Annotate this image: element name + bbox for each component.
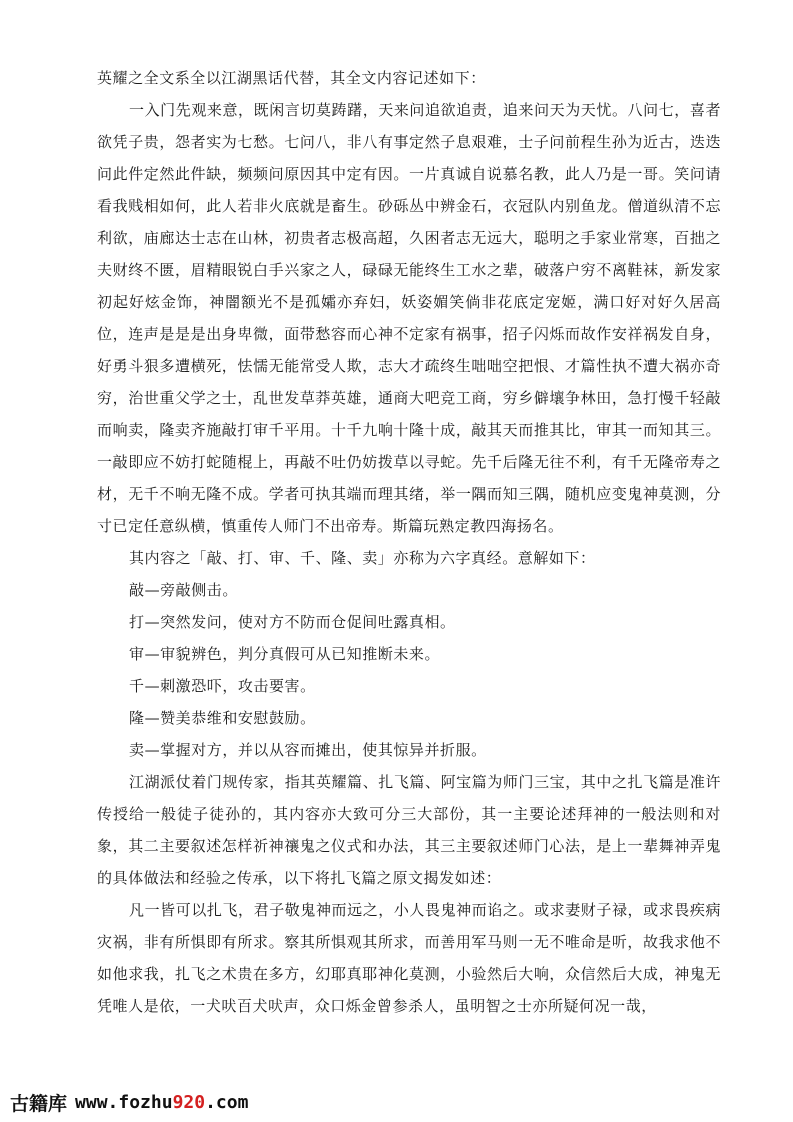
definition-dash: —: [144, 645, 161, 663]
definition-term: 打: [129, 613, 145, 631]
definition-item: [97, 574, 721, 606]
definition-dash: —: [144, 709, 161, 727]
definition-item: [97, 606, 721, 638]
watermark-url: [75, 1092, 248, 1113]
site-watermark: [10, 1086, 248, 1118]
definition-dash: —: [144, 581, 161, 599]
definition-item: [97, 702, 721, 734]
definition-dash: —: [144, 741, 161, 759]
definition-meaning: 刺激恐吓，攻击要害。: [160, 677, 316, 695]
six-words-intro-paragraph: 其内容之「敲、打、审、千、隆、卖」亦称为六字真经。意解如下：: [129, 549, 596, 567]
definition-meaning: 赞美恭维和安慰鼓励。: [160, 709, 316, 727]
watermark-url-www: www.: [75, 1091, 119, 1113]
zhafei-text-paragraph: 凡一皆可以扎飞，君子敬鬼神而远之，小人畏鬼神而谄之。或求妻财子禄，或求畏疾病灾祸，非有所惧即有所求。察其所惧观其所求，而善用军马则一无不唯命是听，故我求他不如他求我，扎飞之术贵在多方，幻耶真耶神化莫测，小验然后大响，众信然后大成，神鬼无凭唯人是依，一犬吠百犬吠声，众口烁金曾参杀人，虽明智之士亦所疑何况一哉，: [97, 901, 721, 1015]
definition-meaning: 突然发问，使对方不防而仓促间吐露真相。: [160, 613, 456, 631]
definition-dash: —: [144, 677, 161, 695]
definition-list: [97, 574, 721, 766]
document-body: [97, 62, 721, 1022]
definition-term: 敲: [129, 581, 145, 599]
definition-term: 审: [129, 645, 145, 663]
watermark-url-tld: .com: [205, 1091, 249, 1113]
definition-dash: —: [144, 613, 161, 631]
definition-meaning: 掌握对方，并以从容而摊出，使其惊异并折服。: [160, 741, 487, 759]
definition-term: 千: [129, 677, 145, 695]
definition-item: [97, 734, 721, 766]
intro-paragraph: 英耀之全文系全以江湖黑话代替，其全文内容记述如下：: [97, 69, 486, 87]
definition-term: 卖: [129, 741, 145, 759]
definition-meaning: 旁敲侧击。: [160, 581, 238, 599]
definition-term: 隆: [129, 709, 145, 727]
watermark-url-domain: fozhu: [118, 1091, 173, 1113]
zhafei-intro-paragraph: 江湖派仗着门规传家，指其英耀篇、扎飞篇、阿宝篇为师门三宝，其中之扎飞篇是准许传授给一般徒子徒孙的，其内容亦大致可分三大部份，其一主要论述拜神的一般法则和对象，其二主要叙述怎样祈神禳鬼之仪式和办法，其三主要叙述师门心法，是上一辈舞神弄鬼的具体做法和经验之传承，以下将扎飞篇之原文揭发如述：: [97, 773, 721, 887]
yingyao-text-paragraph: 一入门先观来意，既闲言切莫踌躇，天来问追欲追责，追来问天为天忧。八问七，喜者欲凭子贵，怨者实为七愁。七问八，非八有事定然子息艰难，士子问前程生孙为近古，迭迭问此件定然此件缺，频频问原因其中定有因。一片真诚自说慕名教，此人乃是一哥。笑问请看我贱相如何，此人若非火底就是畜生。砂砾丛中辨金石，衣冠队内别鱼龙。僧道纵清不忘利欲，庙廊达士志在山林，初贵者志极高超，久困者志无远大，聪明之手家业常寒，百拙之夫财终不匮，眉精眼锐白手兴家之人，碌碌无能终生工水之辈，破落户穷不离鞋袜，新发家初起好炫金饰，神闇额光不是孤孀亦弃妇，妖姿媚笑倘非花底定宠姬，满口好对好久居高位，连声是是是出身卑微，面带愁容而心神不定家有祸事，招子闪烁而故作安祥祸发自身，好勇斗狠多遭横死，怯懦无能常受人欺，志大才疏终生咄咄空把恨、才篇性执不遭大祸亦奇穷，治世重父学之士，乱世发草莽英雄，通商大吧竞工商，穷乡僻壤争林田，急打慢千轻敲而响卖，隆卖齐施敲打审千平用。十千九响十隆十成，敲其天而推其比，审其一而知其三。一敲即应不妨打蛇随棍上，再敲不吐仍妨拨草以寻蛇。先千后隆无往不利，有千无隆帝寿之材，无千不响无隆不成。学者可执其端而理其绪，举一隅而知三隅，随机应变鬼神莫测，分寸已定任意纵横，慎重传人师门不出帝寿。斯篇玩熟定教四海扬名。: [97, 101, 721, 535]
watermark-site-name: 古籍库: [10, 1092, 68, 1115]
definition-item: [97, 670, 721, 702]
watermark-url-number: 920: [172, 1091, 206, 1113]
definition-item: [97, 638, 721, 670]
definition-meaning: 审貌辨色，判分真假可从已知推断未来。: [160, 645, 441, 663]
